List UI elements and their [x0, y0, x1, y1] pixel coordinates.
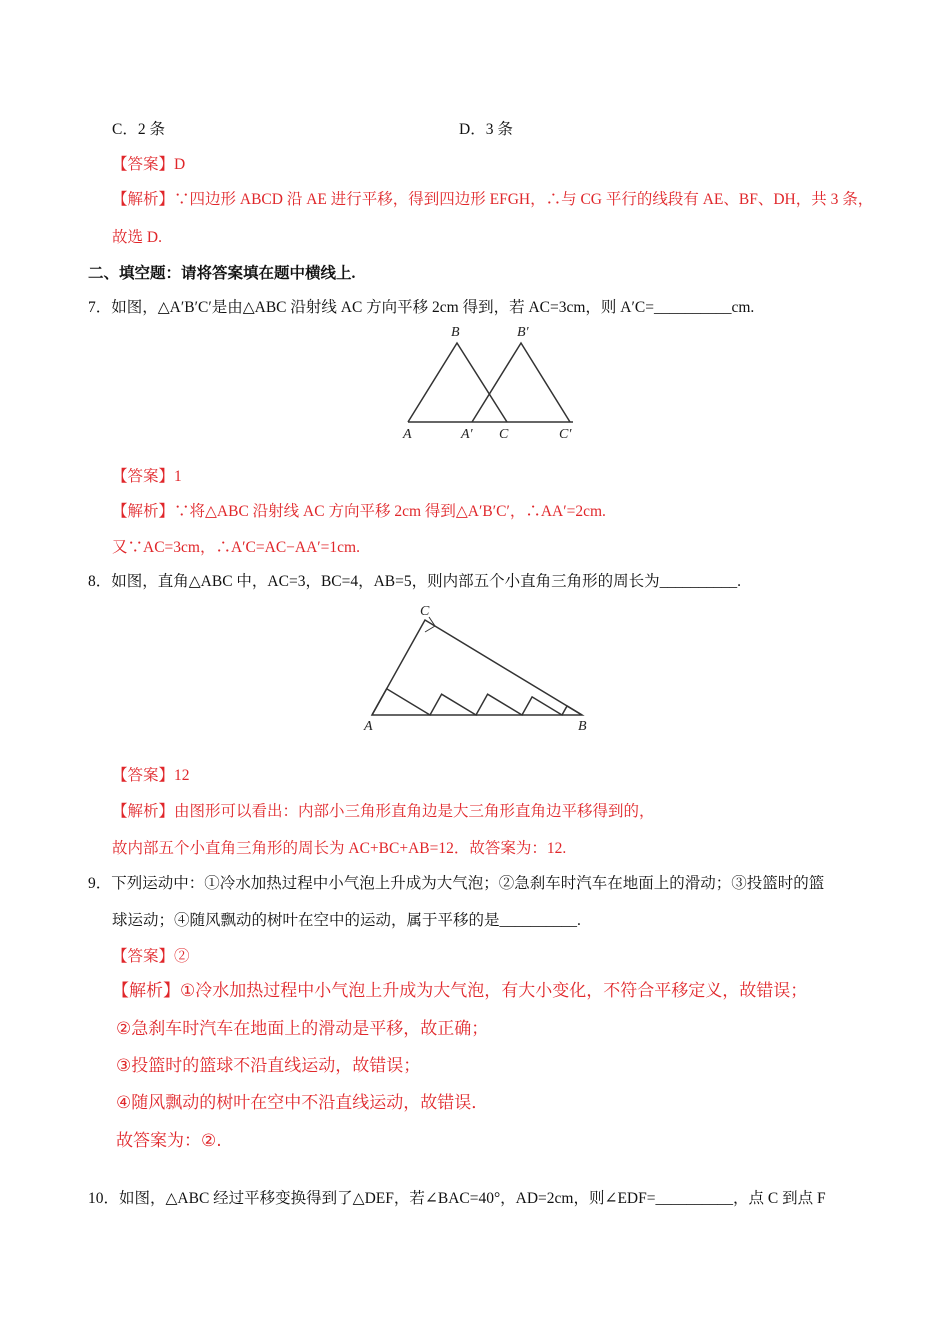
q7-question: 7．如图，△A′B′C′是由△ABC 沿射线 AC 方向平移 2cm 得到，若 AC=3cm，则 A′C=__________cm. — [88, 299, 755, 316]
q8-analysis: 【解析】由图形可以看出：内部小三角形直角边是大三角形直角边平移得到的， — [112, 803, 655, 820]
triangle-a-prime-b-prime-c-prime — [472, 343, 570, 422]
right-angle-mark — [425, 617, 435, 632]
label-a: A — [403, 427, 412, 442]
section-heading: 二、填空题：请将答案填在题中横线上. — [88, 265, 356, 282]
small-triangles — [372, 689, 582, 715]
q10-question: 10．如图，△ABC 经过平移变换得到了△DEF，若∠BAC=40°，AD=2cm，则∠EDF=__________，点 C 到点 F — [88, 1190, 826, 1207]
q9-analysis: 故答案为：②. — [116, 1131, 222, 1151]
q8-analysis: 故内部五个小直角三角形的周长为 AC+BC+AB=12．故答案为：12. — [112, 840, 567, 857]
q6-analysis: 故选 D. — [112, 229, 162, 246]
q6-option-d: D．3 条 — [459, 121, 513, 138]
q9-analysis: ④随风飘动的树叶在空中不沿直线运动，故错误． — [116, 1093, 489, 1113]
label-b: B — [451, 325, 460, 340]
triangle-abc — [372, 620, 582, 715]
q6-answer: 【答案】D — [112, 156, 186, 173]
q9-analysis: ②急刹车时汽车在地面上的滑动是平移，故正确； — [116, 1019, 489, 1039]
q8-answer: 【答案】12 — [112, 767, 190, 784]
q8-figure — [360, 600, 600, 735]
label-c-prime: C′ — [559, 427, 572, 442]
q7-analysis: 【解析】∵将△ABC 沿射线 AC 方向平移 2cm 得到△A′B′C′，∴AA′=2cm. — [112, 503, 606, 520]
label-a-prime: A′ — [461, 427, 473, 442]
label-a: A — [364, 719, 373, 734]
label-c: C — [420, 604, 430, 619]
q6-analysis: 【解析】∵四边形 ABCD 沿 AE 进行平移，得到四边形 EFGH，∴与 CG 平行的线段有 AE、BF、DH，共 3 条， — [112, 191, 874, 208]
q8-question: 8．如图，直角△ABC 中，AC=3，BC=4，AB=5，则内部五个小直角三角形的周长为__________. — [88, 573, 742, 590]
q9-question: 球运动；④随风飘动的树叶在空中的运动，属于平移的是__________. — [112, 912, 581, 929]
q9-analysis: ③投篮时的篮球不沿直线运动，故错误； — [116, 1056, 421, 1076]
q9-analysis: 【解析】①冷水加热过程中小气泡上升成为大气泡，有大小变化，不符合平移定义，故错误； — [112, 981, 808, 1001]
q7-figure — [395, 320, 585, 445]
triangle-abc — [408, 343, 507, 422]
q9-question: 9．下列运动中：①冷水加热过程中小气泡上升成为大气泡；②急刹车时汽车在地面上的滑动；③投篮时的篮 — [88, 875, 825, 892]
label-b-prime: B′ — [517, 325, 529, 340]
q6-option-c: C．2 条 — [112, 121, 165, 138]
q9-answer: 【答案】② — [112, 948, 190, 965]
label-c: C — [499, 427, 509, 442]
q7-analysis: 又∵AC=3cm，∴A′C=AC−AA′=1cm. — [112, 539, 360, 556]
q7-answer: 【答案】1 — [112, 468, 182, 485]
label-b: B — [578, 719, 587, 734]
